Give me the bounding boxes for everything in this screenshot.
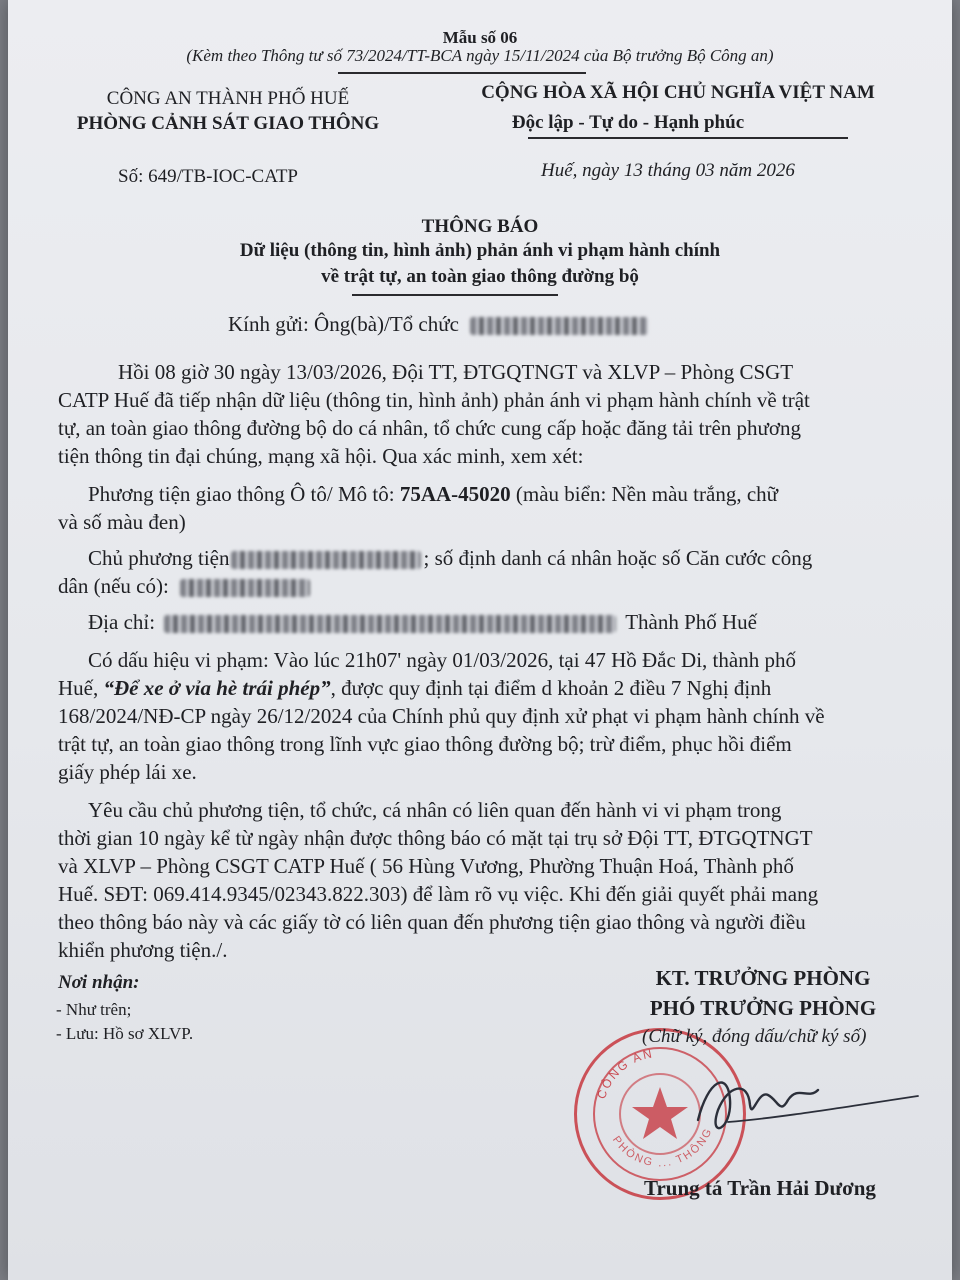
vehicle-line xyxy=(88,480,778,509)
redacted-address xyxy=(164,615,616,633)
redacted-recipient-name xyxy=(470,317,648,335)
intro-line-4: tiện thông tin đại chúng, mạng xã hội. Qua xác minh, xem xét: xyxy=(58,444,584,468)
violation-line-5: giấy phép lái xe. xyxy=(58,760,197,784)
request-line-2: thời gian 10 ngày kể từ ngày nhận được thông báo có mặt tại trụ sở Đội TT, ĐTGQTNGT xyxy=(58,826,813,850)
violation-line-2 xyxy=(58,674,771,703)
document-number: Số: 649/TB-IOC-CATP xyxy=(118,166,298,187)
legal-reference: (Kèm theo Thông tư số 73/2024/TT-BCA ngày 15/11/2024 của Bộ trưởng Bộ Công an) xyxy=(186,46,774,65)
signature-title-2: PHÓ TRƯỞNG PHÒNG xyxy=(649,996,877,1020)
form-number: Mẫu số 06 xyxy=(442,28,518,47)
id-label: dân (nếu có): xyxy=(58,574,169,598)
redacted-id-number xyxy=(180,579,310,597)
address-city: Thành Phố Huế xyxy=(625,610,758,634)
owner-line xyxy=(88,544,812,573)
vehicle-line-2: và số màu đen) xyxy=(58,510,186,534)
violation-description: “Để xe ở vỉa hè trái phép” xyxy=(103,676,331,700)
violation-legal-basis: , được quy định tại điểm d khoản 2 điều 7 Nghị định xyxy=(330,676,772,700)
owner-line-2 xyxy=(58,572,310,601)
violation-line-1: Có dấu hiệu vi phạm: Vào lúc 21h07' ngày 01/03/2026, tại 47 Hồ Đắc Di, thành phố xyxy=(88,648,796,672)
request-line-3: và XLVP – Phòng CSGT CATP Huế ( 56 Hùng Vương, Phường Thuận Hoá, Thành phố xyxy=(58,854,794,878)
intro-line-2: CATP Huế đã tiếp nhận dữ liệu (thông tin, hình ảnh) phản ánh vi phạm hành chính về trật xyxy=(58,388,810,412)
national-motto: Độc lập - Tự do - Hạnh phúc xyxy=(511,112,745,133)
nation-title: CỘNG HÒA XÃ HỘI CHỦ NGHĨA VIỆT NAM xyxy=(481,82,875,103)
signature-title-1: KT. TRƯỞNG PHÒNG xyxy=(655,966,871,990)
department-name: PHÒNG CẢNH SÁT GIAO THÔNG xyxy=(76,113,380,134)
signature-note: (Chữ ký, đóng dấu/chữ ký số) xyxy=(642,1026,867,1047)
address-label: Địa chỉ: xyxy=(88,610,156,634)
motto-underline xyxy=(528,137,848,139)
request-line-1: Yêu cầu chủ phương tiện, tổ chức, cá nhân có liên quan đến hành vi vi phạm trong xyxy=(88,798,782,822)
place-and-date: Huế, ngày 13 tháng 03 năm 2026 xyxy=(541,160,795,181)
violation-line-4: trật tự, an toàn giao thông trong lĩnh vực giao thông đường bộ; trừ điểm, phục hồi điểm xyxy=(58,732,792,756)
seal-top-text: CÔNG AN xyxy=(594,1046,655,1101)
recipient-item-2: - Lưu: Hồ sơ XLVP. xyxy=(56,1024,194,1043)
intro-line-1: Hồi 08 giờ 30 ngày 13/03/2026, Đội TT, ĐTGQTNGT và XLVP – Phòng CSGT xyxy=(118,360,794,384)
request-line-6: khiển phương tiện./. xyxy=(58,938,228,962)
owner-prefix: Chủ phương tiện xyxy=(88,546,230,570)
vehicle-suffix: (màu biển: Nền màu trắng, chữ xyxy=(510,482,779,506)
license-plate: 75AA-45020 xyxy=(399,482,511,506)
seal-bottom-text: PHÒNG ... THÔNG xyxy=(609,1125,715,1170)
redacted-owner-name xyxy=(231,551,421,569)
violation-place: Huế, xyxy=(58,676,104,700)
greeting-line xyxy=(228,310,648,339)
request-line-4: Huế. SĐT: 069.414.9345/02343.822.303) để làm rõ vụ việc. Khi đến giải quyết phải mang xyxy=(58,882,819,906)
signer-name: Trung tá Trần Hải Dương xyxy=(644,1176,876,1200)
notice-subtitle-1: Dữ liệu (thông tin, hình ảnh) phản ánh vi phạm hành chính xyxy=(239,240,721,261)
request-line-5: theo thông báo này và các giấy tờ có liên quan đến phương tiện giao thông và người điều xyxy=(58,910,806,934)
address-line xyxy=(88,608,757,637)
violation-line-3: 168/2024/NĐ-CP ngày 26/12/2024 của Chính phủ quy định xử phạt vi phạm hành chính về xyxy=(58,704,825,728)
notice-title: THÔNG BÁO xyxy=(421,216,539,237)
agency-name: CÔNG AN THÀNH PHỐ HUẾ xyxy=(106,88,350,109)
greeting-text: Kính gửi: Ông(bà)/Tổ chức xyxy=(228,312,459,336)
owner-suffix: ; số định danh cá nhân hoặc số Căn cước công xyxy=(423,546,813,570)
handwritten-signature xyxy=(668,1060,928,1150)
recipient-item-1: - Như trên; xyxy=(56,1000,132,1019)
title-underline xyxy=(352,294,558,296)
intro-line-3: tự, an toàn giao thông đường bộ do cá nhân, tổ chức cung cấp hoặc đăng tải trên phương xyxy=(58,416,802,440)
notice-subtitle-2: về trật tự, an toàn giao thông đường bộ xyxy=(321,266,639,287)
vehicle-prefix: Phương tiện giao thông Ô tô/ Mô tô: xyxy=(88,482,400,506)
header-divider xyxy=(338,72,586,74)
document-page xyxy=(8,0,952,1280)
recipients-label: Nơi nhận: xyxy=(58,972,140,993)
svg-text:CÔNG AN xyxy=(594,1046,655,1101)
